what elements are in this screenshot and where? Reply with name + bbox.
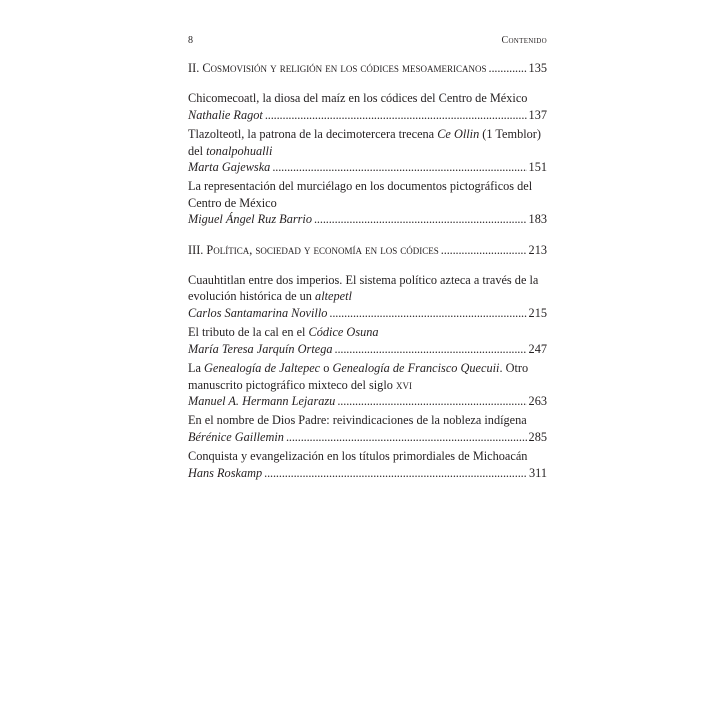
author-line [188, 341, 547, 357]
dot-leader [272, 159, 526, 175]
author-line [188, 107, 547, 123]
dot-leader [489, 60, 527, 76]
page-header [188, 35, 547, 46]
toc-section [188, 242, 547, 481]
entry-page: 311 [529, 465, 547, 480]
title-segment: Conquista y evangelización en los títulos primordiales de Michoacán [188, 449, 528, 464]
entry-title [188, 90, 547, 106]
entry-title [188, 178, 547, 211]
author-line [188, 465, 547, 481]
toc-entry [188, 412, 547, 445]
dot-leader [329, 305, 526, 321]
toc-entry [188, 360, 547, 409]
title-segment: tonalpohualli [206, 143, 273, 158]
dot-leader [441, 242, 527, 258]
entry-author: Carlos Santamarina Novillo [188, 305, 328, 320]
title-segment: altepetl [315, 289, 352, 304]
title-segment: Genealogía de Francisco Quecuii [332, 361, 500, 376]
author-line [188, 393, 547, 409]
entry-title [188, 360, 547, 393]
dot-leader [286, 429, 527, 445]
toc-entry [188, 324, 547, 357]
title-segment: Chicomecoatl, la diosa del maíz en los códices del Centro de México [188, 91, 528, 106]
section-heading [188, 60, 547, 76]
section-page: 213 [528, 242, 547, 257]
toc-entry [188, 448, 547, 481]
entry-author: Marta Gajewska [188, 160, 271, 175]
toc-entry [188, 126, 547, 175]
title-segment: Códice Osuna [308, 325, 379, 340]
entry-author: María Teresa Jarquín Ortega [188, 341, 333, 356]
section-page: 135 [528, 61, 547, 75]
section-title: II. Cosmovisión y religión en los códices mesoamericanos [188, 61, 487, 75]
dot-leader [265, 107, 527, 123]
author-line [188, 159, 547, 175]
entry-author: Bérénice Gaillemin [188, 429, 284, 444]
entry-page: 183 [528, 212, 547, 227]
entry-author: Nathalie Ragot [188, 107, 263, 122]
title-segment: . Otro manuscrito pictográfico mixteco del siglo [188, 361, 529, 392]
section-title: III. Política, sociedad y economía en los códices [188, 242, 439, 257]
entry-author: Manuel A. Hermann Lejarazu [188, 393, 336, 408]
page-number: 8 [188, 35, 193, 46]
entry-title [188, 412, 547, 428]
title-segment: La [188, 361, 205, 376]
running-title: Contenido [501, 35, 547, 46]
title-segment: Genealogía de Jaltepec [204, 361, 321, 376]
entry-page: 215 [528, 305, 547, 320]
entry-title [188, 126, 547, 159]
dot-leader [335, 341, 527, 357]
title-segment: Tlazolteotl, la patrona de la decimotercera trecena [188, 127, 438, 142]
title-segment: Cuauhtitlan entre dos imperios. El sistema político azteca a través de la evolución histórica de un [188, 273, 539, 304]
entry-page: 137 [528, 107, 547, 122]
toc-section [188, 60, 547, 228]
dot-leader [337, 393, 526, 409]
author-line [188, 429, 547, 445]
title-segment: El tributo de la cal en el [188, 325, 309, 340]
toc-entry [188, 90, 547, 123]
author-line [188, 211, 547, 227]
dot-leader [264, 465, 527, 481]
title-segment: Ce Ollin [437, 127, 480, 142]
entry-page: 247 [528, 341, 547, 356]
section-heading [188, 242, 547, 258]
dot-leader [314, 211, 527, 227]
entry-title [188, 324, 547, 340]
entry-page: 285 [528, 429, 547, 444]
toc-entry [188, 272, 547, 321]
title-segment: o [320, 361, 333, 376]
toc-entry [188, 178, 547, 227]
author-line [188, 305, 547, 321]
title-segment: En el nombre de Dios Padre: reivindicaciones de la nobleza indígena [188, 413, 527, 428]
title-segment: (1 Temblor) del [188, 127, 541, 158]
entry-page: 263 [528, 393, 547, 408]
entry-title [188, 448, 547, 464]
entry-title [188, 272, 547, 305]
title-segment: La representación del murciélago en los documentos pictográficos del Centro de México [188, 179, 533, 210]
title-segment: xvi [395, 377, 412, 392]
table-of-contents [188, 60, 547, 493]
entry-author: Miguel Ángel Ruz Barrio [188, 212, 312, 227]
entry-author: Hans Roskamp [188, 465, 263, 480]
entry-page: 151 [528, 160, 547, 175]
